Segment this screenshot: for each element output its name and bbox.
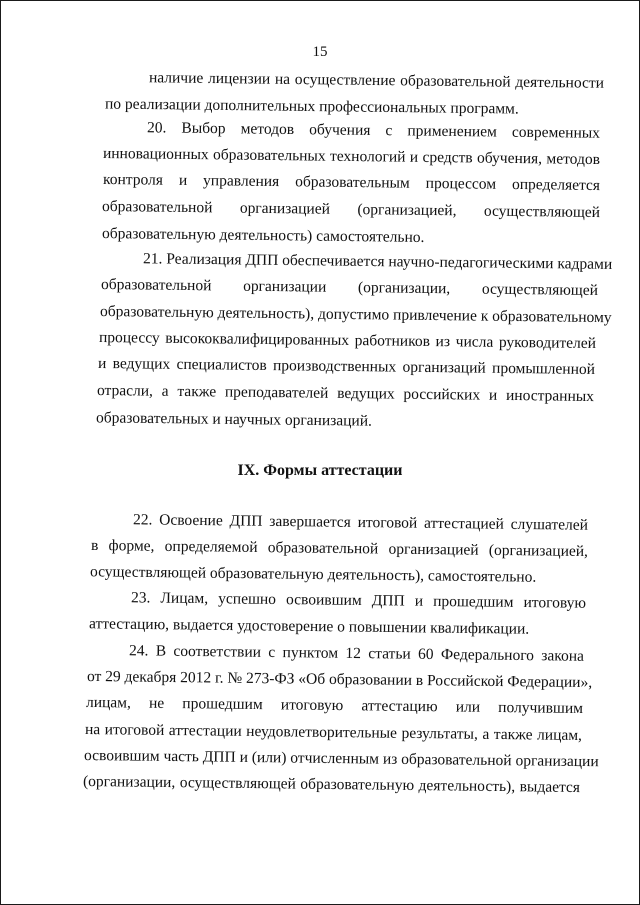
page-number: 15 bbox=[312, 44, 328, 60]
text-line: наличие лицензии на осуществление образовательной деятельности bbox=[148, 69, 605, 92]
text-line: в форме, определяемой образовательной организацией (организацией, bbox=[90, 536, 589, 561]
text-line: и ведущих специалистов производственных организаций промышленной bbox=[97, 354, 596, 379]
text-line: образовательную деятельность), допустимо привлечение к образовательному bbox=[99, 302, 612, 327]
section-heading: IX. Формы аттестации bbox=[237, 462, 403, 479]
text-line: аттестацию, выдается удостоверение о повышении квалификации. bbox=[88, 615, 530, 638]
text-line: инновационных образовательных технологий и средств обучения, методов bbox=[102, 144, 601, 169]
text-line: 20. Выбор методов обучения с применением современных bbox=[146, 119, 601, 142]
text-line: процессу высококвалифицированных работников из числа руководителей bbox=[98, 328, 597, 353]
text-line: образовательных и научных организаций. bbox=[95, 409, 373, 430]
text-line: 21. Реализация ДПП обеспечивается научно-педагогическими кадрами bbox=[142, 250, 613, 273]
text-line: образовательной организацией (организацией, осуществляющей bbox=[101, 197, 601, 222]
text-line: освоившим часть ДПП и (или) отчисленным из образовательной организации bbox=[83, 746, 599, 771]
text-line: на итоговой аттестации неудовлетворительные результаты, а также лицам, bbox=[84, 720, 583, 745]
text-line: отрасли, а также преподавателей ведущих российских и иностранных bbox=[96, 381, 595, 406]
text-line: осуществляющей образовательную деятельность), самостоятельно. bbox=[89, 563, 537, 586]
text-line: контроля и управления образовательным процессом определяется bbox=[102, 170, 601, 195]
text-line: лицам, не прошедшим итоговую аттестацию или получившим bbox=[85, 693, 584, 718]
text-line: образовательной организации (организации, осуществляющей bbox=[100, 275, 599, 300]
text-line: (организации, осуществляющей образовательную деятельность), выдается bbox=[82, 772, 581, 797]
text-line: образовательную деятельность) самостоятельно. bbox=[101, 225, 425, 246]
text-line: от 29 декабря 2012 г. № 273-ФЗ «Об образовании в Российской Федерации», bbox=[86, 667, 593, 692]
text-line: 23. Лицам, успешно освоившим ДПП и прошедшим итоговую bbox=[130, 589, 587, 612]
text-line: по реализации дополнительных профессиональных программ. bbox=[104, 95, 519, 118]
text-line: 24. В соответствии с пунктом 12 статьи 60 Федерального закона bbox=[128, 642, 585, 665]
text-line: 22. Освоение ДПП завершается итоговой аттестацией слушателей bbox=[132, 511, 589, 534]
